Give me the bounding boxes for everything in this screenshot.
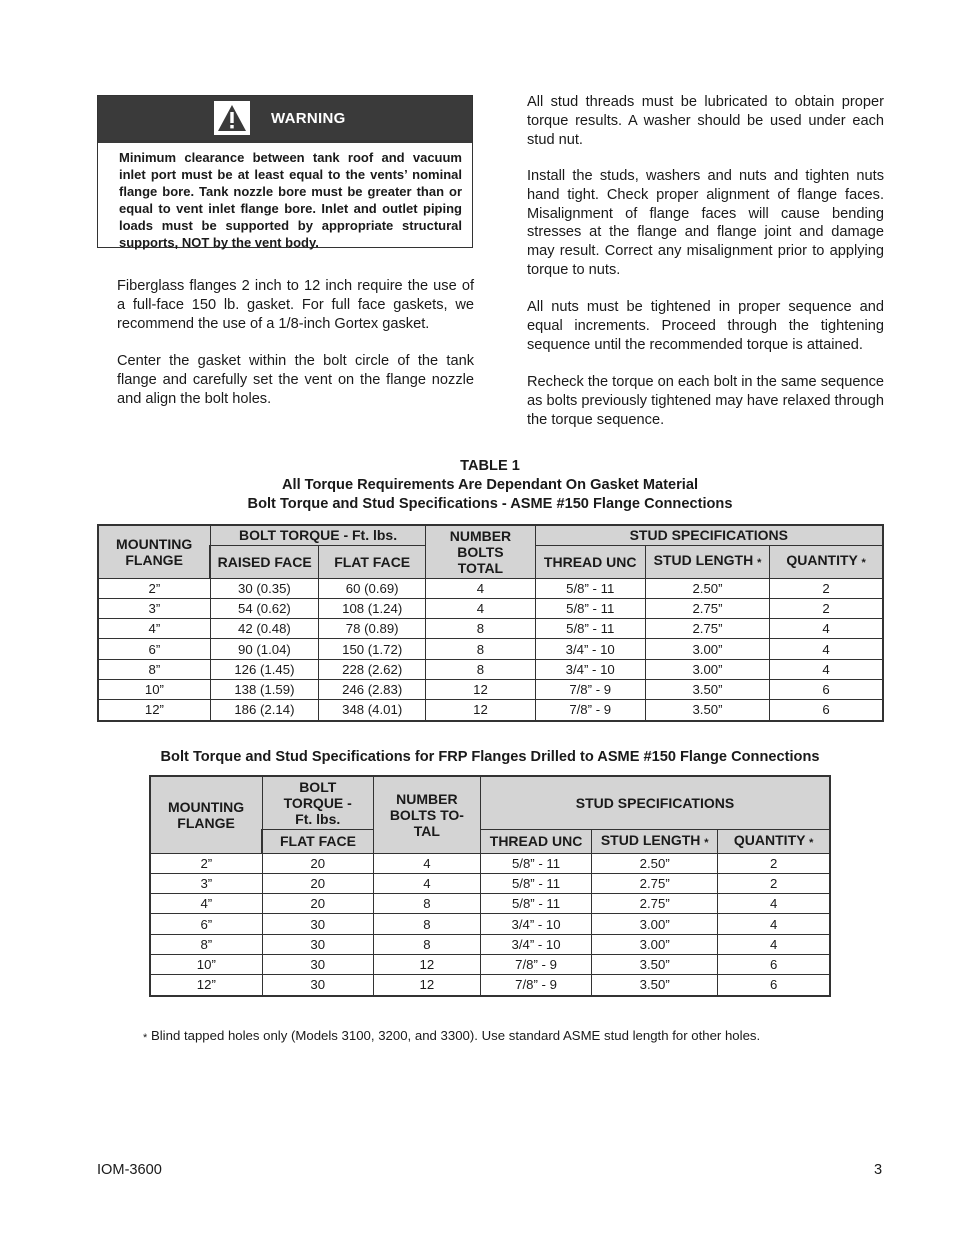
col-bolt-torque: BOLT TORQUE - Ft. lbs. [262, 776, 373, 829]
col-bolt-torque: BOLT TORQUE - Ft. lbs. [210, 525, 426, 545]
table2-caption: Bolt Torque and Stud Specifications for FRP Flanges Drilled to ASME #150 Flange Connections [160, 749, 820, 765]
footnote-star: * [809, 836, 814, 849]
cell-stud-length: 2.50” [592, 853, 718, 873]
cell-quantity: 6 [718, 975, 830, 996]
table-row [98, 578, 883, 598]
cell-bolts: 8 [373, 914, 480, 934]
footnote-text: Blind tapped holes only (Models 3100, 3200, and 3300). Use standard ASME stud length for other holes. [150, 1028, 761, 1043]
cell-thread: 7/8” - 9 [480, 954, 591, 974]
cell-flange: 12” [98, 700, 210, 721]
cell-stud-length: 3.00” [592, 934, 718, 954]
col-mounting-flange: MOUNTING FLANGE [150, 776, 262, 853]
cell-thread: 5/8” - 11 [480, 853, 591, 873]
cell-bolts: 4 [373, 873, 480, 893]
col-number-bolts: NUMBER BOLTS TOTAL [426, 525, 535, 578]
cell-thread: 7/8” - 9 [535, 700, 645, 721]
table-row [98, 659, 883, 679]
right-paragraph-2: Install the studs, washers and nuts and tighten nuts hand tight. Check proper alignment of flange faces. Misalignment of flange faces will cause bending stresses at the flange and flange joint and damage may result. Correct any misalignment prior to applying torque to nuts. [527, 168, 884, 278]
cell-bolts: 8 [426, 639, 535, 659]
col-stud-length [645, 545, 769, 578]
cell-quantity: 2 [718, 873, 830, 893]
cell-stud-length: 3.00” [645, 659, 769, 679]
cell-flat-face: 60 (0.69) [319, 578, 426, 598]
cell-flange: 4” [150, 894, 262, 914]
col-stud-specifications: STUD SPECIFICATIONS [480, 776, 830, 829]
col-raised-face: RAISED FACE [210, 545, 318, 578]
table-row [150, 975, 830, 996]
right-paragraph-4: Recheck the torque on each bolt in the same sequence as bolts previously tightened may have relaxed through the torque sequence. [527, 374, 884, 428]
cell-flange: 3” [150, 873, 262, 893]
left-paragraph-1: Fiberglass flanges 2 inch to 12 inch require the use of a full-face 150 lb. gasket. For full face gaskets, we recommend the use of a 1/8-inch Gortex gasket. [117, 278, 474, 332]
cell-quantity: 4 [718, 914, 830, 934]
cell-thread: 3/4” - 10 [535, 639, 645, 659]
footnote-star: * [143, 1032, 148, 1044]
cell-stud-length: 2.75” [592, 894, 718, 914]
footnote-star: * [861, 557, 866, 569]
cell-quantity: 6 [770, 700, 883, 721]
cell-quantity: 4 [770, 639, 883, 659]
cell-raised-face: 30 (0.35) [210, 578, 318, 598]
cell-flange: 8” [150, 934, 262, 954]
cell-stud-length: 3.00” [645, 639, 769, 659]
cell-thread: 7/8” - 9 [480, 975, 591, 996]
cell-stud-length: 3.00” [592, 914, 718, 934]
cell-raised-face: 42 (0.48) [210, 619, 318, 639]
cell-quantity: 4 [770, 659, 883, 679]
warning-header [98, 96, 472, 143]
cell-quantity: 4 [718, 894, 830, 914]
cell-bolts: 12 [373, 975, 480, 996]
cell-stud-length: 2.50” [645, 578, 769, 598]
cell-raised-face: 186 (2.14) [210, 700, 318, 721]
table-row [150, 873, 830, 893]
table-row [150, 934, 830, 954]
warning-icon [214, 101, 250, 135]
cell-flange: 6” [150, 914, 262, 934]
warning-title: WARNING [271, 110, 346, 127]
cell-raised-face: 54 (0.62) [210, 598, 318, 618]
cell-stud-length: 2.75” [645, 598, 769, 618]
cell-thread: 3/4” - 10 [480, 934, 591, 954]
cell-quantity: 4 [718, 934, 830, 954]
cell-flat-face: 348 (4.01) [319, 700, 426, 721]
cell-stud-length: 2.75” [592, 873, 718, 893]
cell-flange: 2” [150, 853, 262, 873]
cell-thread: 3/4” - 10 [535, 659, 645, 679]
table-row [150, 954, 830, 974]
cell-thread: 5/8” - 11 [535, 578, 645, 598]
table-row [98, 598, 883, 618]
cell-flange: 3” [98, 598, 210, 618]
col-stud-specifications: STUD SPECIFICATIONS [535, 525, 883, 545]
col-stud-length [592, 829, 718, 853]
cell-thread: 3/4” - 10 [480, 914, 591, 934]
table-row [98, 679, 883, 699]
cell-quantity: 6 [770, 679, 883, 699]
col-mounting-flange: MOUNTING FLANGE [98, 525, 210, 578]
col-quantity [718, 829, 830, 853]
cell-raised-face: 126 (1.45) [210, 659, 318, 679]
cell-flange: 4” [98, 619, 210, 639]
warning-text: Minimum clearance between tank roof and vacuum inlet port must be at least equal to the vents’ nominal flange bore. Tank nozzle bore must be greater than or equal to vent inlet flange bore. Inlet and outlet piping loads must be supported by appropriate structural supports, NOT by the vent body. [119, 150, 462, 250]
cell-quantity: 4 [770, 619, 883, 639]
page-number: 3 [874, 1162, 883, 1178]
right-paragraph-3: All nuts must be tightened in proper sequence and equal increments. Proceed through the tightening sequence until the recommended torque is attained. [527, 299, 884, 353]
table1-caption [97, 457, 883, 514]
document-id: IOM-3600 [97, 1162, 162, 1178]
cell-flat-face: 20 [262, 873, 373, 893]
table-row [98, 619, 883, 639]
col-flat-face: FLAT FACE [319, 545, 426, 578]
cell-quantity: 2 [718, 853, 830, 873]
cell-flange: 6” [98, 639, 210, 659]
stud-length-label: STUD LENGTH [600, 831, 701, 848]
cell-flange: 2” [98, 578, 210, 598]
cell-flat-face: 30 [262, 975, 373, 996]
cell-stud-length: 3.50” [645, 700, 769, 721]
table-row [150, 894, 830, 914]
cell-bolts: 4 [426, 578, 535, 598]
col-thread-unc: THREAD UNC [535, 545, 645, 578]
cell-flat-face: 150 (1.72) [319, 639, 426, 659]
cell-stud-length: 3.50” [592, 975, 718, 996]
quantity-label: QUANTITY [733, 831, 806, 848]
cell-thread: 7/8” - 9 [535, 679, 645, 699]
right-paragraph-1: All stud threads must be lubricated to obtain proper torque results. A washer should be used under each stud nut. [527, 94, 884, 148]
cell-thread: 5/8” - 11 [535, 598, 645, 618]
cell-flat-face: 78 (0.89) [319, 619, 426, 639]
cell-bolts: 4 [373, 853, 480, 873]
cell-flat-face: 20 [262, 894, 373, 914]
cell-thread: 5/8” - 11 [535, 619, 645, 639]
cell-flange: 10” [150, 954, 262, 974]
table2 [149, 775, 831, 997]
cell-flat-face: 30 [262, 954, 373, 974]
cell-bolts: 4 [426, 598, 535, 618]
left-paragraph-2: Center the gasket within the bolt circle of the tank flange and carefully set the vent on the flange nozzle and align the bolt holes. [117, 353, 474, 407]
cell-stud-length: 3.50” [592, 954, 718, 974]
warning-box [97, 95, 473, 248]
table-row [98, 700, 883, 721]
cell-raised-face: 138 (1.59) [210, 679, 318, 699]
footnote-star: * [704, 836, 709, 849]
cell-quantity: 2 [770, 598, 883, 618]
footnote-star: * [757, 557, 762, 569]
cell-bolts: 8 [373, 894, 480, 914]
cell-thread: 5/8” - 11 [480, 873, 591, 893]
cell-stud-length: 2.75” [645, 619, 769, 639]
table-row [150, 914, 830, 934]
table-row [150, 853, 830, 873]
table1-subtitle: All Torque Requirements Are Dependant On Gasket Material [281, 477, 698, 493]
cell-flange: 8” [98, 659, 210, 679]
cell-stud-length: 3.50” [645, 679, 769, 699]
cell-raised-face: 90 (1.04) [210, 639, 318, 659]
cell-thread: 5/8” - 11 [480, 894, 591, 914]
cell-flat-face: 30 [262, 914, 373, 934]
col-thread-unc: THREAD UNC [480, 829, 591, 853]
cell-bolts: 12 [426, 700, 535, 721]
cell-quantity: 6 [718, 954, 830, 974]
cell-flange: 10” [98, 679, 210, 699]
cell-bolts: 8 [426, 659, 535, 679]
cell-flat-face: 20 [262, 853, 373, 873]
stud-length-label: STUD LENGTH [653, 552, 754, 568]
cell-flange: 12” [150, 975, 262, 996]
cell-bolts: 12 [373, 954, 480, 974]
footnote [143, 1028, 760, 1044]
col-flat-face: FLAT FACE [262, 829, 373, 853]
cell-bolts: 8 [426, 619, 535, 639]
cell-bolts: 12 [426, 679, 535, 699]
table1-title: TABLE 1 [460, 458, 520, 474]
table1 [97, 524, 884, 722]
cell-quantity: 2 [770, 578, 883, 598]
col-number-bolts: NUMBER BOLTS TO-TAL [373, 776, 480, 853]
col-quantity [770, 545, 883, 578]
cell-flat-face: 246 (2.83) [319, 679, 426, 699]
quantity-label: QUANTITY [786, 552, 858, 568]
cell-flat-face: 108 (1.24) [319, 598, 426, 618]
table1-description: Bolt Torque and Stud Specifications - ASME #150 Flange Connections [247, 496, 733, 512]
cell-flat-face: 228 (2.62) [319, 659, 426, 679]
cell-flat-face: 30 [262, 934, 373, 954]
cell-bolts: 8 [373, 934, 480, 954]
table-row [98, 639, 883, 659]
